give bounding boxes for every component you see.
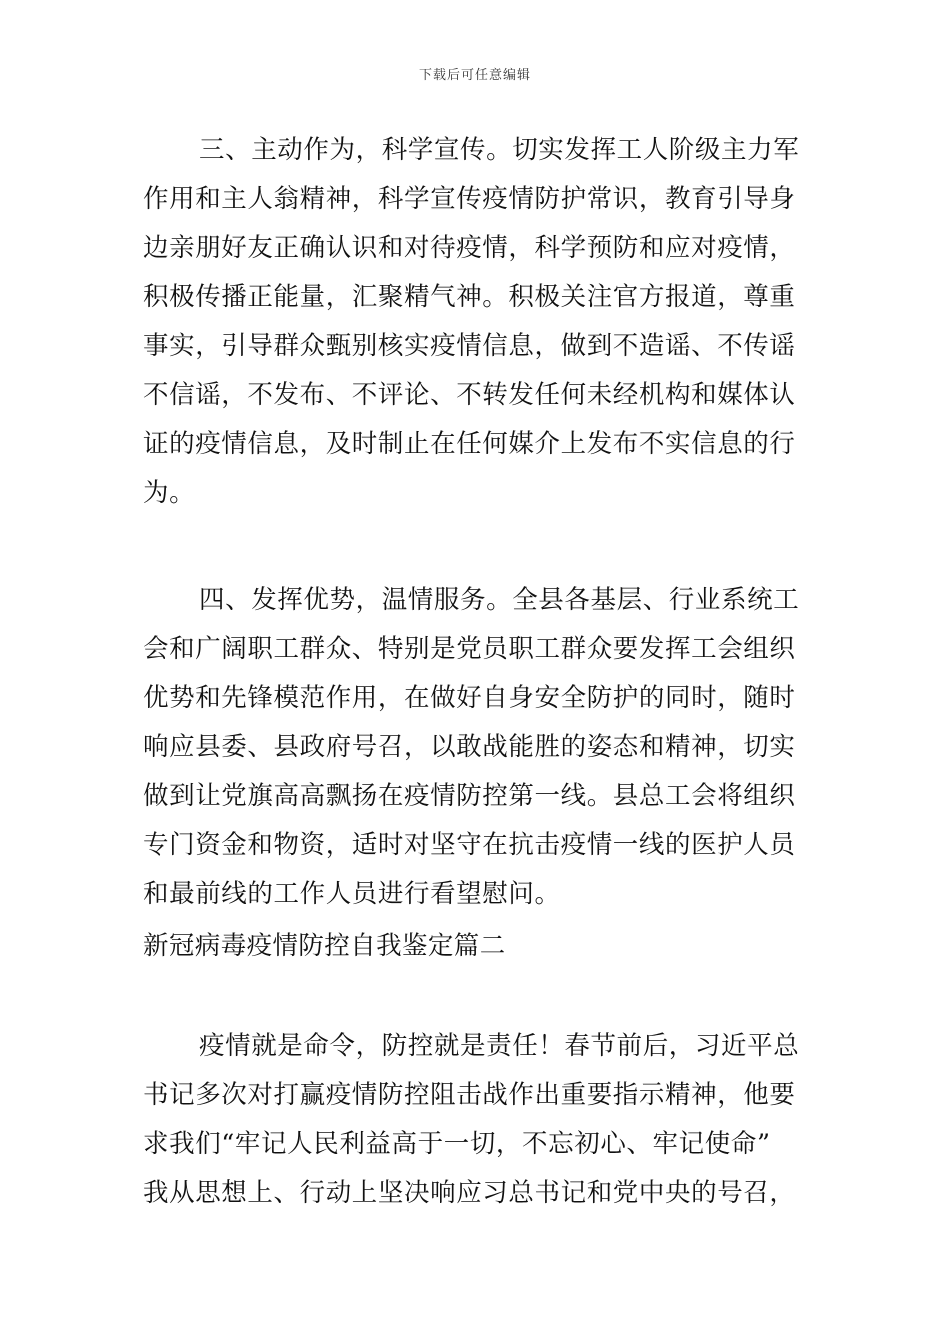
paragraph-line: 专门资金和物资，适时对坚守在抗击疫情一线的医护人员 — [143, 830, 796, 860]
paragraph-line: 书记多次对打赢疫情防控阻击战作出重要指示精神，他要 — [143, 1080, 796, 1110]
paragraph-line: 会和广阔职工群众、特别是党员职工群众要发挥工会组织 — [143, 634, 796, 664]
paragraph-line: 作用和主人翁精神，科学宣传疫情防护常识，教育引导身 — [143, 184, 796, 214]
paragraph-line: 四、发挥优势，温情服务。全县各基层、行业系统工 — [199, 585, 800, 615]
paragraph-four-leverage-advantages — [143, 576, 811, 919]
paragraph-line: 事实，引导群众甄别核实疫情信息，做到不造谣、不传谣 — [143, 331, 796, 361]
paragraph-line: 响应县委、县政府号召，以敢战能胜的姿态和精神，切实 — [143, 732, 796, 762]
paragraph-line: 和最前线的工作人员进行看望慰问。 — [143, 879, 561, 909]
paragraph-three-proactive-publicity — [143, 126, 811, 518]
page-header: 下载后可任意编辑 — [418, 68, 531, 83]
paragraph-line: 疫情就是命令，防控就是责任！春节前后，习近平总 — [199, 1031, 800, 1061]
paragraph-line: 边亲朋好友正确认识和对待疫情，科学预防和应对疫情， — [143, 233, 796, 263]
paragraph-line: 求我们“牢记人民利益高于一切，不忘初心、牢记使命” — [143, 1129, 771, 1159]
paragraph-line: 为。 — [143, 478, 196, 508]
section-heading: 新冠病毒疫情防控自我鉴定篇二 — [143, 931, 506, 961]
paragraph-line: 做到让党旗高高飘扬在疫情防控第一线。县总工会将组织 — [143, 781, 796, 811]
paragraph-line: 证的疫情信息，及时制止在任何媒介上发布不实信息的行 — [143, 429, 796, 459]
paragraph-line: 三、主动作为，科学宣传。切实发挥工人阶级主力军 — [199, 135, 800, 165]
paragraph-epidemic-command — [143, 1022, 811, 1218]
paragraph-line: 积极传播正能量，汇聚精气神。积极关注官方报道，尊重 — [143, 282, 796, 312]
paragraph-line: 不信谣，不发布、不评论、不转发任何未经机构和媒体认 — [143, 380, 796, 410]
paragraph-line: 我从思想上、行动上坚决响应习总书记和党中央的号召， — [143, 1178, 796, 1208]
paragraph-line: 优势和先锋模范作用，在做好自身安全防护的同时，随时 — [143, 683, 796, 713]
